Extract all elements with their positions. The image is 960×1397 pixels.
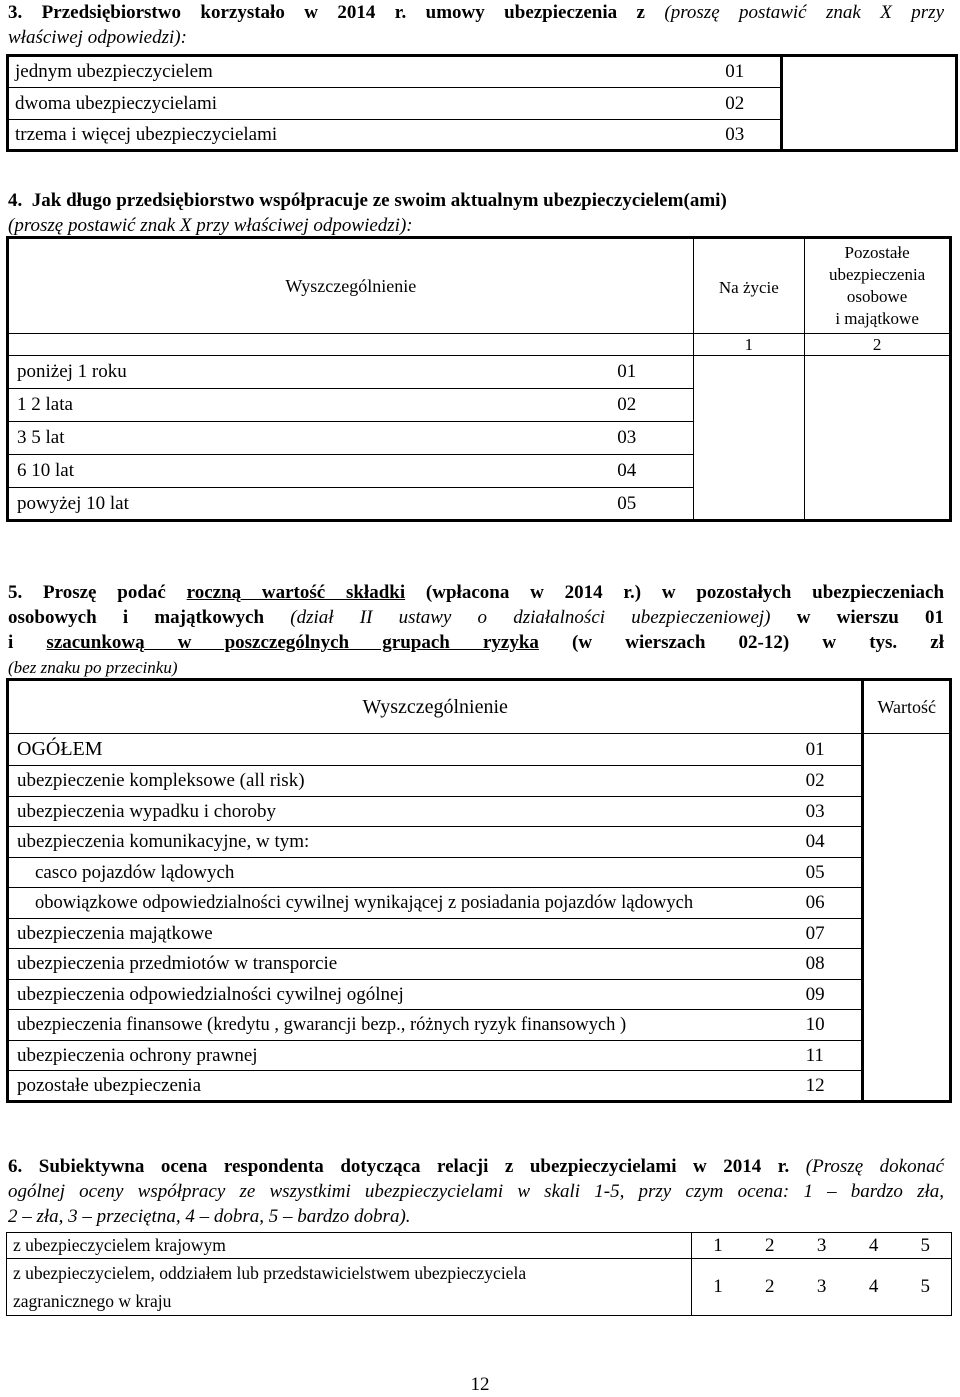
q4-table bbox=[6, 236, 952, 522]
q3-row-label: jednym ubezpieczycielem bbox=[8, 56, 726, 88]
q4-title: Jak długo przedsiębiorstwo współpracuje ze swoim aktualnym ubezpieczycielem(ami) bbox=[31, 190, 727, 211]
q5-row-label: ubezpieczenia przedmiotów w transporcie bbox=[8, 949, 806, 980]
q4-row-code: 02 bbox=[617, 389, 693, 422]
rating-option[interactable]: 3 bbox=[816, 1276, 827, 1297]
q6-number: 6. bbox=[8, 1156, 23, 1177]
q5-row bbox=[8, 734, 951, 766]
q3-instruction-cont: właściwej odpowiedzi): bbox=[8, 27, 187, 48]
q3-row bbox=[8, 56, 957, 88]
q5-row-code: 07 bbox=[806, 919, 863, 949]
q5-row-code: 09 bbox=[806, 980, 863, 1010]
rating-option[interactable]: 4 bbox=[848, 1233, 900, 1259]
q6-row-label: z ubezpieczycielem, oddziałem lub przedstawicielstwem ubezpieczyciela zagranicznego w kraju bbox=[7, 1259, 692, 1316]
q5-row-label: pozostałe ubezpieczenia bbox=[17, 1074, 202, 1096]
q5-header-value: Wartość bbox=[863, 680, 951, 734]
q5-note: (bez znaku po przecinku) bbox=[8, 658, 178, 677]
q5-row-code: 10 bbox=[806, 1010, 863, 1041]
q4-row-code: 04 bbox=[617, 455, 693, 488]
q4-number: 4. bbox=[8, 190, 23, 211]
q4-row-code: 05 bbox=[617, 492, 637, 514]
q5-number: 5. bbox=[8, 582, 23, 603]
q3-row-code: 01 bbox=[725, 56, 781, 88]
q4-row-code: 03 bbox=[617, 422, 693, 455]
q6-heading: 6. Subiektywna ocena respondenta dotycząca relacji z ubezpieczycielami w 2014 r. (Proszę dokonać ogólnej oceny współpracy ze wszystkimi ubezpieczycielami w skali 1-5, przy czym ocena: 1 – bardzo zła, 2 – zła, 3 – przeciętna, 4 – dobra, 5 – bardzo dobra). bbox=[8, 1156, 945, 1227]
q4-header-label: Wyszczególnienie bbox=[8, 238, 694, 334]
q4-row-label: poniżej 1 roku bbox=[8, 356, 618, 389]
q4-row-label: powyżej 10 lat bbox=[17, 492, 129, 514]
q5-table bbox=[6, 678, 952, 1103]
q5-row-code: 05 bbox=[806, 858, 863, 888]
q4-instruction: (proszę postawić znak X przy właściwej odpowiedzi): bbox=[8, 215, 413, 236]
q5-header-label: Wyszczególnienie bbox=[362, 695, 508, 718]
q3-answer-cell[interactable] bbox=[781, 56, 956, 151]
q4-colnum-row bbox=[8, 334, 951, 356]
q3-heading bbox=[8, 0, 944, 50]
q4-col1-number: 1 bbox=[693, 334, 805, 356]
rating-option[interactable]: 5 bbox=[920, 1276, 931, 1297]
q4-row bbox=[8, 356, 951, 389]
q5-row-code: 03 bbox=[806, 797, 863, 827]
q5-row-label: casco pojazdów lądowych bbox=[8, 858, 806, 888]
q4-row-label: 3 5 lat bbox=[8, 422, 618, 455]
q5-row-code: 04 bbox=[806, 827, 863, 858]
rating-option[interactable]: 2 bbox=[764, 1276, 775, 1297]
q5-header-row bbox=[8, 680, 951, 734]
q3-row-label: dwoma ubezpieczycielami bbox=[8, 88, 726, 120]
q5-value-cell[interactable] bbox=[863, 734, 951, 1102]
q4-col2-number: 2 bbox=[805, 334, 951, 356]
q6-table bbox=[6, 1232, 952, 1316]
q3-instruction: (proszę postawić znak X przy bbox=[664, 2, 945, 23]
q5-row-code: 01 bbox=[806, 734, 863, 766]
q6-title: Subiektywna ocena respondenta dotycząca relacji z ubezpieczycielami w 2014 r. bbox=[38, 1156, 790, 1177]
q4-header-col2: Pozostałe ubezpieczenia osobowe i majątkowe bbox=[805, 238, 951, 334]
q4-row-code: 01 bbox=[617, 356, 693, 389]
rating-option[interactable]: 1 bbox=[692, 1233, 744, 1259]
rating-option[interactable]: 5 bbox=[900, 1233, 952, 1259]
q5-row-label: ubezpieczenia ochrony prawnej bbox=[8, 1041, 806, 1071]
q3-row-label: trzema i więcej ubezpieczycielami bbox=[15, 123, 278, 145]
q3-number: 3. bbox=[8, 2, 23, 23]
q5-row-label: ubezpieczenie kompleksowe (all risk) bbox=[8, 766, 806, 797]
q4-answer-col1[interactable] bbox=[693, 356, 805, 521]
q6-row-label: z ubezpieczycielem krajowym bbox=[7, 1233, 692, 1259]
q5-row-label: ubezpieczenia wypadku i choroby bbox=[8, 797, 806, 827]
q6-row bbox=[7, 1233, 952, 1259]
q5-row-label: ubezpieczenia finansowe (kredytu , gwarancji bezp., różnych ryzyk finansowych ) bbox=[8, 1010, 806, 1041]
q5-row-code: 12 bbox=[805, 1074, 825, 1096]
q3-table bbox=[6, 54, 958, 152]
rating-option[interactable]: 1 bbox=[713, 1276, 723, 1297]
q5-row-code: 11 bbox=[806, 1041, 863, 1071]
q3-row-code: 02 bbox=[725, 88, 781, 120]
q5-row-code: 02 bbox=[806, 766, 863, 797]
rating-option[interactable]: 4 bbox=[868, 1276, 879, 1297]
q4-answer-col2[interactable] bbox=[805, 356, 951, 521]
q4-row-label: 6 10 lat bbox=[8, 455, 618, 488]
q5-row-label: OGÓŁEM bbox=[8, 734, 806, 766]
rating-option[interactable]: 2 bbox=[744, 1233, 796, 1259]
q5-row-label: ubezpieczenia odpowiedzialności cywilnej ogólnej bbox=[8, 980, 806, 1010]
q5-heading: 5. Proszę podać roczną wartość składki (wpłacona w 2014 r.) w pozostałych ubezpieczeniach osobowych i majątkowych (dział II ustawy o działalności ubezpieczeniowej) w wierszu 01 i szacunkową w poszczególnych grupach ryzyka (w wierszach 02-12) w tys. zł (bez znaku po przecinku) bbox=[8, 582, 945, 677]
q5-row-code: 06 bbox=[806, 888, 863, 919]
q5-row-label: ubezpieczenia komunikacyjne, w tym: bbox=[8, 827, 806, 858]
q3-row-code: 03 bbox=[725, 123, 745, 145]
q5-row-label: obowiązkowe odpowiedzialności cywilnej wynikającej z posiadania pojazdów lądowych bbox=[8, 888, 806, 919]
q4-header-col1: Na życie bbox=[693, 238, 805, 334]
rating-option[interactable]: 3 bbox=[796, 1233, 848, 1259]
q4-row-label: 1 2 lata bbox=[8, 389, 618, 422]
q6-row bbox=[7, 1259, 952, 1316]
q5-row-label: ubezpieczenia majątkowe bbox=[8, 919, 806, 949]
q4-header-row bbox=[8, 238, 951, 334]
page-number: 12 bbox=[470, 1374, 490, 1395]
q6-instruction: (Proszę dokonać bbox=[805, 1156, 945, 1177]
q5-row-code: 08 bbox=[806, 949, 863, 980]
q3-title: Przedsiębiorstwo korzystało w 2014 r. umowy ubezpieczenia z bbox=[41, 2, 645, 23]
q4-heading bbox=[8, 188, 944, 238]
